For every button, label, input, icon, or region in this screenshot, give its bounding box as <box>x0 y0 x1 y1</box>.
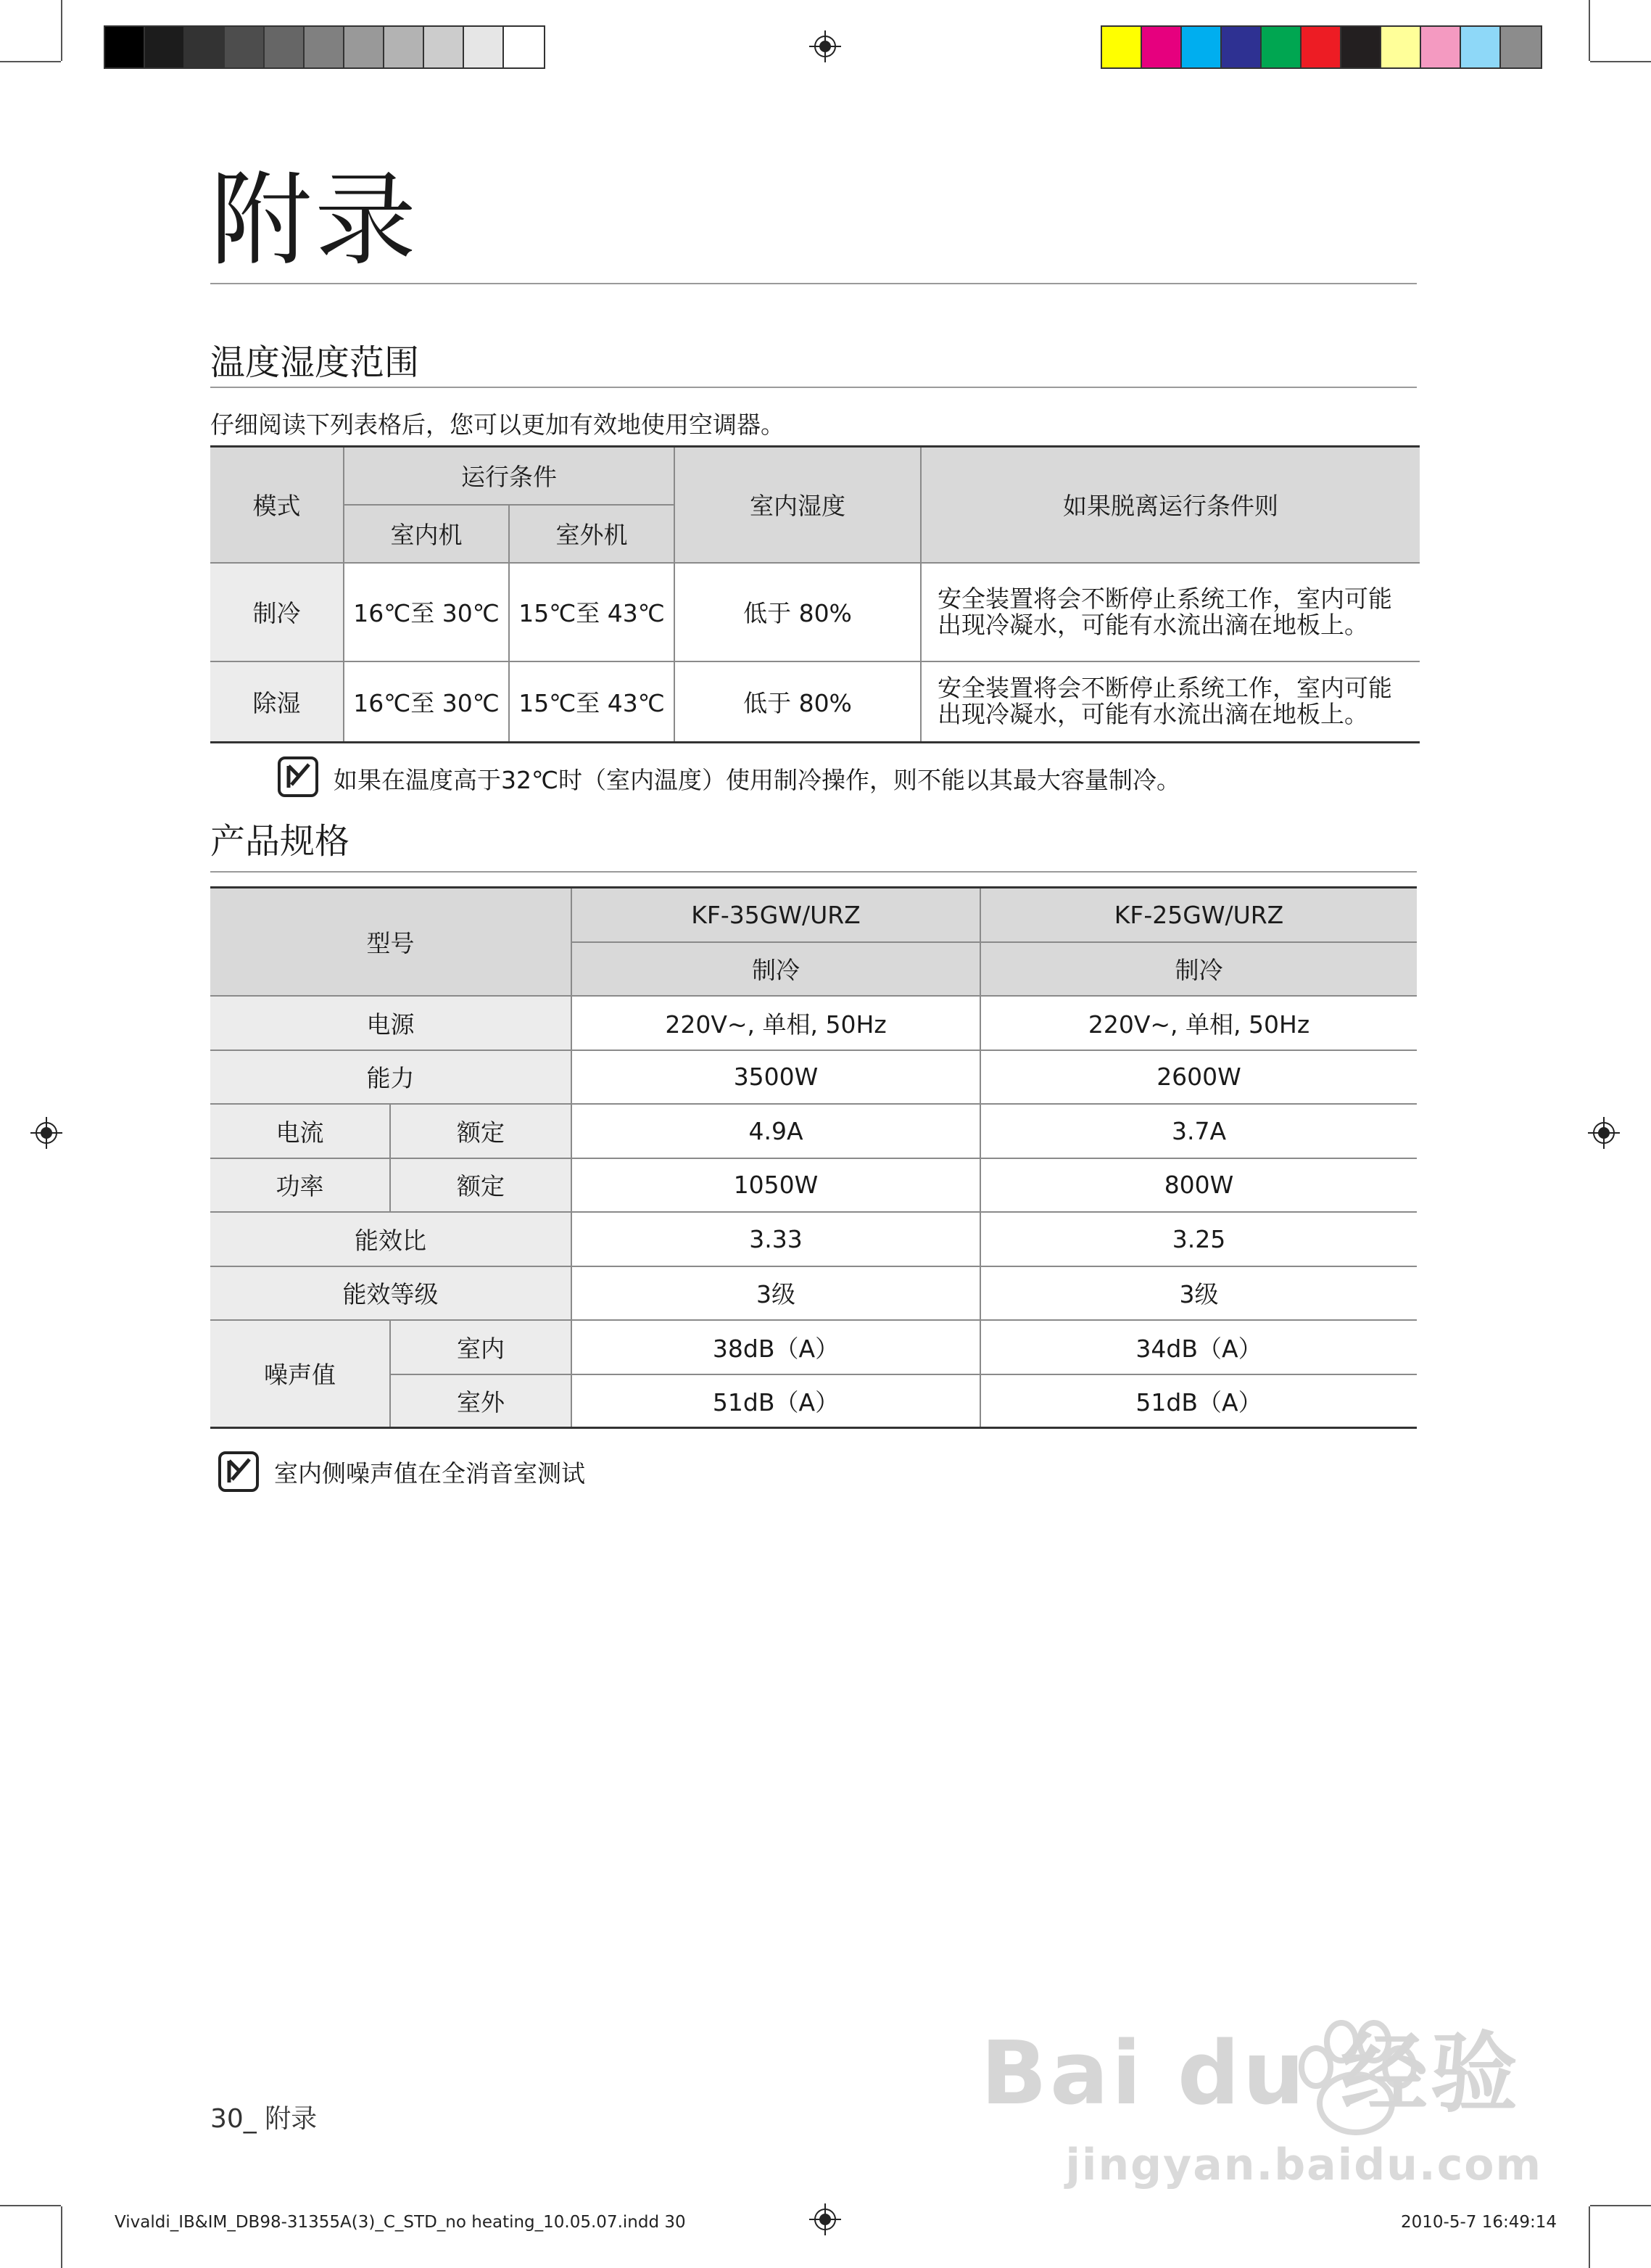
watermark-url: jingyan.baidu.com <box>1065 2140 1542 2190</box>
operating-range-table <box>210 445 1420 743</box>
row-humidity: 低于 80% <box>674 661 921 743</box>
power-supply-value: 220V~, 单相, 50Hz <box>571 996 980 1050</box>
power-label: 功率 <box>210 1158 390 1212</box>
eer-value: 3.33 <box>571 1212 980 1266</box>
color-swatch <box>105 27 145 67</box>
noise-note: 室内侧噪声值在全消音室测试 <box>274 1459 585 1488</box>
grayscale-color-bar <box>104 25 545 69</box>
capacity-value: 3500W <box>571 1050 980 1104</box>
section-title-specifications: 产品规格 <box>210 821 350 862</box>
table-row <box>210 1266 1417 1320</box>
power-sub-label: 额定 <box>390 1158 571 1212</box>
header-run-conditions: 运行条件 <box>344 447 674 505</box>
color-swatch <box>225 27 265 67</box>
color-swatch <box>504 27 544 67</box>
color-swatch <box>1421 27 1461 67</box>
table-row <box>210 1212 1417 1266</box>
color-swatch <box>1381 27 1421 67</box>
note-icon <box>277 756 319 798</box>
print-timestamp: 2010-5-7 16:49:14 <box>1400 2213 1557 2232</box>
color-swatch <box>305 27 344 67</box>
registration-mark-icon <box>30 1117 62 1149</box>
header-indoor-unit: 室内机 <box>344 505 509 563</box>
noise-outdoor-value: 51dB（A） <box>980 1374 1417 1428</box>
color-swatch <box>265 27 305 67</box>
section-divider <box>210 871 1417 873</box>
color-swatch <box>145 27 185 67</box>
row-consequence: 安全装置将会不断停止系统工作，室内可能出现冷凝水，可能有水流出滴在地板上。 <box>921 563 1420 661</box>
noise-outdoor-label: 室外 <box>390 1374 571 1428</box>
current-label: 电流 <box>210 1104 390 1158</box>
row-consequence: 安全装置将会不断停止系统工作，室内可能出现冷凝水，可能有水流出滴在地板上。 <box>921 661 1420 743</box>
model-name: KF-25GW/URZ <box>980 888 1417 942</box>
registration-mark-icon <box>1588 1117 1620 1149</box>
noise-outdoor-value: 51dB（A） <box>571 1374 980 1428</box>
current-sub-label: 额定 <box>390 1104 571 1158</box>
model-mode: 制冷 <box>571 942 980 996</box>
process-color-bar <box>1101 25 1542 69</box>
power-value: 800W <box>980 1158 1417 1212</box>
specifications-table <box>210 886 1417 1429</box>
color-swatch <box>384 27 424 67</box>
power-supply-label: 电源 <box>210 996 571 1050</box>
title-divider <box>210 283 1417 284</box>
table-row <box>210 1320 1417 1374</box>
row-outdoor-range: 15℃至 43℃ <box>509 563 674 661</box>
table-row <box>210 1158 1417 1212</box>
color-swatch <box>185 27 225 67</box>
row-mode: 制冷 <box>210 563 344 661</box>
color-swatch <box>1461 27 1501 67</box>
watermark-brand: Bai du 经验 <box>980 2024 1520 2124</box>
model-mode: 制冷 <box>980 942 1417 996</box>
table-row <box>210 1050 1417 1104</box>
color-swatch <box>1142 27 1182 67</box>
color-swatch <box>1262 27 1302 67</box>
row-outdoor-range: 15℃至 43℃ <box>509 661 674 743</box>
color-swatch <box>1222 27 1262 67</box>
color-swatch <box>424 27 464 67</box>
color-swatch <box>1102 27 1142 67</box>
current-value: 4.9A <box>571 1104 980 1158</box>
energy-grade-value: 3级 <box>571 1266 980 1320</box>
power-supply-value: 220V~, 单相, 50Hz <box>980 996 1417 1050</box>
noise-label: 噪声值 <box>210 1320 390 1428</box>
page-title: 附录 <box>210 162 420 280</box>
table-row <box>210 996 1417 1050</box>
current-value: 3.7A <box>980 1104 1417 1158</box>
color-swatch <box>1302 27 1341 67</box>
power-value: 1050W <box>571 1158 980 1212</box>
model-label: 型号 <box>210 888 571 996</box>
section-title-temperature-humidity: 温度湿度范围 <box>210 342 420 383</box>
table-row <box>210 1374 1417 1428</box>
color-swatch <box>1341 27 1381 67</box>
color-swatch <box>344 27 384 67</box>
capacity-value: 2600W <box>980 1050 1417 1104</box>
table-row <box>210 563 1420 661</box>
color-swatch <box>1501 27 1541 67</box>
header-if-deviate: 如果脱离运行条件则 <box>921 447 1420 563</box>
color-swatch <box>464 27 504 67</box>
color-swatch <box>1182 27 1222 67</box>
page-number: 30_ 附录 <box>210 2104 318 2134</box>
energy-grade-value: 3级 <box>980 1266 1417 1320</box>
noise-indoor-value: 34dB（A） <box>980 1320 1417 1374</box>
table-row <box>210 661 1420 743</box>
registration-mark-icon <box>809 30 841 62</box>
header-indoor-humidity: 室内湿度 <box>674 447 921 563</box>
note-icon <box>218 1451 260 1493</box>
header-outdoor-unit: 室外机 <box>509 505 674 563</box>
row-indoor-range: 16℃至 30℃ <box>344 661 509 743</box>
header-mode: 模式 <box>210 447 344 563</box>
section-divider <box>210 387 1417 388</box>
noise-indoor-value: 38dB（A） <box>571 1320 980 1374</box>
row-humidity: 低于 80% <box>674 563 921 661</box>
eer-label: 能效比 <box>210 1212 571 1266</box>
cooling-note: 如果在温度高于32℃时（室内温度）使用制冷操作，则不能以其最大容量制冷。 <box>334 766 1181 794</box>
row-indoor-range: 16℃至 30℃ <box>344 563 509 661</box>
registration-mark-icon <box>809 2203 841 2235</box>
table-row <box>210 1104 1417 1158</box>
model-name: KF-35GW/URZ <box>571 888 980 942</box>
eer-value: 3.25 <box>980 1212 1417 1266</box>
intro-text: 仔细阅读下列表格后，您可以更加有效地使用空调器。 <box>210 411 785 439</box>
row-mode: 除湿 <box>210 661 344 743</box>
file-slug: Vivaldi_IB&IM_DB98-31355A(3)_C_STD_no heating_10.05.07.indd 30 <box>115 2213 686 2232</box>
energy-grade-label: 能效等级 <box>210 1266 571 1320</box>
capacity-label: 能力 <box>210 1050 571 1104</box>
noise-indoor-label: 室内 <box>390 1320 571 1374</box>
